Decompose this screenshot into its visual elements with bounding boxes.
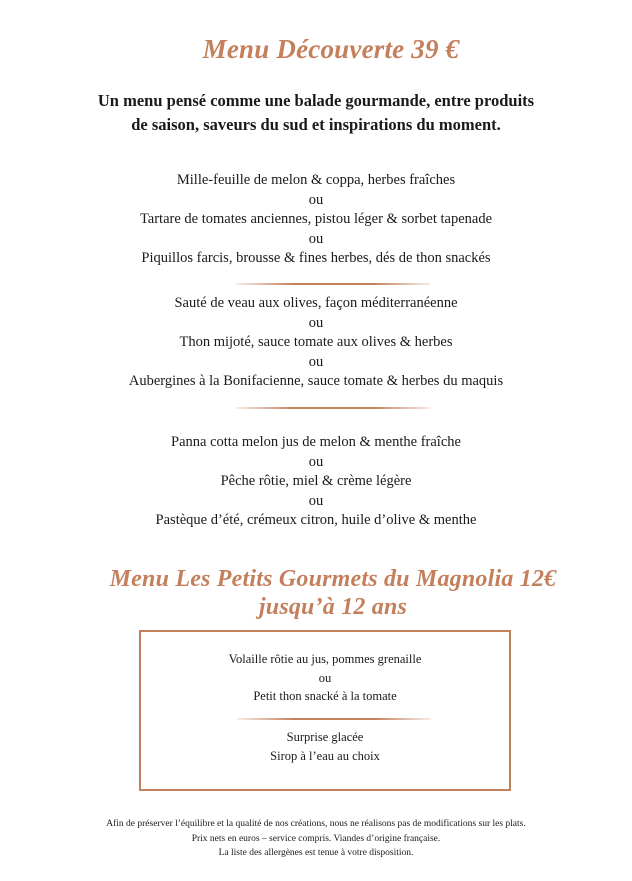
dish-item: Tartare de tomates anciennes, pistou léger & sorbet tapenade [139, 211, 493, 228]
or-separator: ou [308, 230, 324, 247]
course-divider [237, 718, 431, 720]
dish-item: Sirop à l’eau au choix [270, 748, 380, 763]
or-separator: ou [308, 314, 324, 331]
dish-item: Panna cotta melon jus de melon & menthe fraîche [171, 434, 461, 450]
dish-item: Surprise glacée [286, 730, 364, 744]
menu-decouverte-title: Menu Découverte 39 € [202, 34, 460, 64]
footer-line: Afin de préserver l’équilibre et la qualité de nos créations, nous ne réalisons pas de modifications sur les plats. [106, 819, 526, 829]
course-divider [236, 407, 430, 409]
course-desserts [0, 433, 632, 531]
course-starters [0, 171, 632, 269]
dish-item: Volaille rôtie au jus, pommes grenaille [228, 652, 422, 666]
kids-course-main [141, 650, 509, 706]
title-line: jusqu’à 12 ans [258, 594, 408, 620]
title-line: Menu Les Petits Gourmets du Magnolia 12€ [109, 566, 557, 592]
course-mains [0, 294, 632, 392]
footer-line: Prix nets en euros – service compris. Viandes d’origine française. [191, 833, 441, 844]
or-separator: ou [308, 191, 324, 208]
kids-menu-box [139, 630, 511, 791]
dish-item: Sauté de veau aux olives, façon méditerranéenne [174, 295, 458, 311]
dish-item: Aubergines à la Bonifacienne, sauce tomate & herbes du maquis [128, 373, 504, 390]
intro-line: de saison, saveurs du sud et inspirations du moment. [131, 115, 501, 134]
intro-line: Un menu pensé comme une balade gourmande, entre produits [97, 91, 535, 110]
kids-course-dessert [141, 728, 509, 765]
menu-petits-gourmets-title [0, 565, 632, 621]
dish-item: Petit thon snacké à la tomate [253, 689, 397, 703]
or-separator: ou [308, 353, 324, 370]
dish-item: Piquillos farcis, brousse & fines herbes, dés de thon snackés [141, 250, 491, 267]
menu-intro [0, 89, 632, 137]
or-separator: ou [318, 670, 332, 685]
dish-item: Pêche rôtie, miel & crème légère [220, 473, 412, 490]
footer-notes [0, 817, 632, 861]
dish-item: Pastèque d’été, crémeux citron, huile d’olive & menthe [155, 512, 477, 529]
or-separator: ou [308, 492, 324, 509]
course-divider [236, 283, 430, 285]
footer-line: La liste des allergènes est tenue à votre disposition. [218, 848, 414, 858]
dish-item: Thon mijoté, sauce tomate aux olives & herbes [179, 334, 453, 351]
or-separator: ou [308, 453, 324, 470]
dish-item: Mille-feuille de melon & coppa, herbes fraîches [176, 172, 456, 188]
